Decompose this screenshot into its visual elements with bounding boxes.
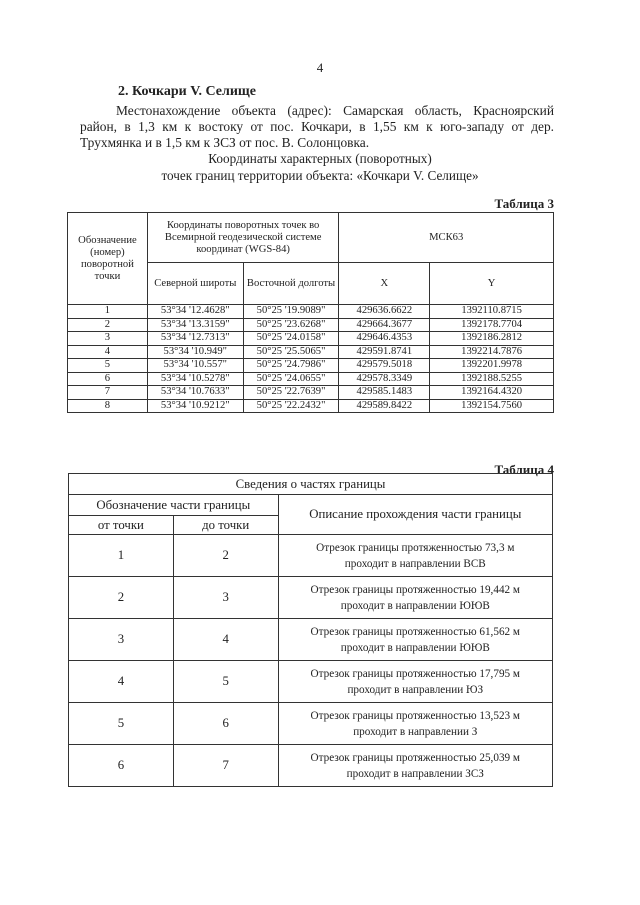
cell-lon: 50°25 '19.9089" (243, 305, 339, 319)
cell-x: 429591.8741 (339, 345, 430, 359)
coords-title-line2: точек границ территории объекта: «Кочкари V. Селище» (161, 168, 479, 183)
cell-y: 1392188.5255 (430, 372, 554, 386)
cell-y: 1392186.2812 (430, 332, 554, 346)
table3-caption: Таблица 3 (494, 196, 554, 211)
cell-from: 2 (69, 577, 174, 619)
header-msk: МСК63 (339, 213, 554, 263)
coords-title-line1: Координаты характерных (поворотных) (208, 151, 432, 166)
cell-from: 6 (69, 745, 174, 787)
cell-from: 4 (69, 661, 174, 703)
cell-to: 6 (173, 703, 278, 745)
page-number: 4 (316, 60, 324, 75)
description-line: проходит в направлении ЮЮВ (340, 599, 490, 612)
cell-to: 7 (173, 745, 278, 787)
cell-x: 429664.3677 (339, 318, 430, 332)
description-line: проходит в направлении ВСВ (344, 557, 486, 570)
cell-n: 2 (68, 318, 148, 332)
cell-y: 1392214.7876 (430, 345, 554, 359)
description-line: проходит в направлении ЗСЗ (346, 767, 484, 780)
cell-x: 429636.6622 (339, 305, 430, 319)
cell-x: 429646.4353 (339, 332, 430, 346)
section-heading: 2. Кочкари V. Селище (118, 84, 256, 99)
cell-lon: 50°25 '22.2432" (243, 399, 339, 413)
cell-from: 5 (69, 703, 174, 745)
cell-n: 4 (68, 345, 148, 359)
cell-lon: 50°25 '22.7639" (243, 386, 339, 400)
header-part: Обозначение части границы (69, 495, 279, 516)
header-lat: Северной широты (147, 263, 243, 305)
table-row (68, 332, 554, 346)
table-row (69, 577, 553, 619)
cell-lat: 53°34 '10.557" (147, 359, 243, 373)
cell-n: 6 (68, 372, 148, 386)
header-point: Обозначение (номер) поворотной точки (68, 213, 148, 305)
table-row (68, 318, 554, 332)
cell-lat: 53°34 '10.7633" (147, 386, 243, 400)
cell-y: 1392154.7560 (430, 399, 554, 413)
table-row (69, 535, 553, 577)
cell-lat: 53°34 '10.9212" (147, 399, 243, 413)
cell-from: 1 (69, 535, 174, 577)
cell-to: 2 (173, 535, 278, 577)
coordinates-table (67, 212, 554, 413)
cell-n: 7 (68, 386, 148, 400)
boundary-parts-table (68, 473, 553, 787)
description-line: проходит в направлении З (353, 725, 478, 738)
description-line: Отрезок границы протяженностью 17,795 м (310, 667, 521, 680)
description-line: Отрезок границы протяженностью 25,039 м (310, 751, 521, 764)
cell-y: 1392164.4320 (430, 386, 554, 400)
table-row (68, 359, 554, 373)
header-desc: Описание прохождения части границы (278, 495, 552, 535)
cell-description (278, 745, 552, 787)
header-x: X (339, 263, 430, 305)
table4-caption: Таблица 4 (494, 462, 554, 477)
description-line: Отрезок границы протяженностью 19,442 м (310, 583, 521, 596)
cell-lon: 50°25 '23.6268" (243, 318, 339, 332)
cell-to: 5 (173, 661, 278, 703)
header-y: Y (430, 263, 554, 305)
cell-lat: 53°34 '12.7313" (147, 332, 243, 346)
cell-from: 3 (69, 619, 174, 661)
cell-y: 1392178.7704 (430, 318, 554, 332)
table-row (69, 619, 553, 661)
cell-lat: 53°34 '10.5278" (147, 372, 243, 386)
cell-n: 5 (68, 359, 148, 373)
cell-x: 429585.1483 (339, 386, 430, 400)
description-line: Отрезок границы протяженностью 73,3 м (316, 541, 515, 554)
table-row (68, 386, 554, 400)
table-row (68, 399, 554, 413)
cell-x: 429578.3349 (339, 372, 430, 386)
cell-lon: 50°25 '24.7986" (243, 359, 339, 373)
header-to: до точки (173, 516, 278, 535)
header-from: от точки (69, 516, 174, 535)
description-line: проходит в направлении ЮЗ (347, 683, 484, 696)
description-line: проходит в направлении ЮЮВ (340, 641, 490, 654)
table-row (69, 703, 553, 745)
cell-n: 1 (68, 305, 148, 319)
table-row (69, 745, 553, 787)
table-row (69, 661, 553, 703)
location-paragraph: Местонахождение объекта (адрес): Самарская область, Красноярский район, в 1,3 км к востоку от пос. Кочкари, в 1,55 км к юго-западу от дер. Трухмянка и в 1,5 км к ЗСЗ от пос. В. Солонцовка. (80, 103, 554, 150)
table-row (68, 305, 554, 319)
cell-description (278, 619, 552, 661)
description-line: Отрезок границы протяженностью 61,562 м (310, 625, 521, 638)
cell-to: 3 (173, 577, 278, 619)
cell-description (278, 703, 552, 745)
table-row (68, 345, 554, 359)
cell-lon: 50°25 '24.0158" (243, 332, 339, 346)
cell-x: 429579.5018 (339, 359, 430, 373)
cell-y: 1392201.9978 (430, 359, 554, 373)
table-row (68, 372, 554, 386)
header-lon: Восточной долготы (243, 263, 339, 305)
cell-n: 3 (68, 332, 148, 346)
description-line: Отрезок границы протяженностью 13,523 м (310, 709, 521, 722)
table4-title: Сведения о частях границы (69, 474, 553, 495)
cell-y: 1392110.8715 (430, 305, 554, 319)
cell-x: 429589.8422 (339, 399, 430, 413)
cell-description (278, 661, 552, 703)
cell-description (278, 535, 552, 577)
header-wgs: Координаты поворотных точек во Всемирной геодезической системе координат (WGS-84) (147, 213, 339, 263)
cell-lat: 53°34 '13.3159" (147, 318, 243, 332)
cell-description (278, 577, 552, 619)
cell-lon: 50°25 '24.0655" (243, 372, 339, 386)
cell-lat: 53°34 '12.4628" (147, 305, 243, 319)
cell-n: 8 (68, 399, 148, 413)
cell-lon: 50°25 '25.5065" (243, 345, 339, 359)
cell-to: 4 (173, 619, 278, 661)
cell-lat: 53°34 '10.949" (147, 345, 243, 359)
